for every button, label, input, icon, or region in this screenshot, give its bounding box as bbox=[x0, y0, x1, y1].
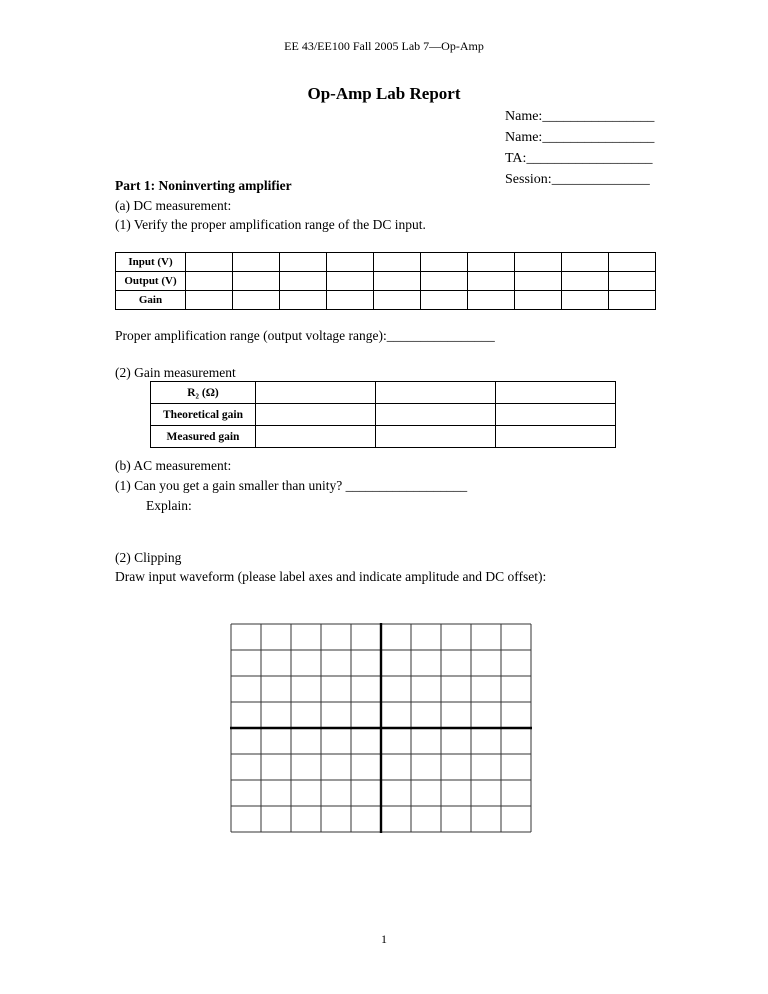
gain-measurement-table bbox=[150, 381, 616, 448]
draw-waveform-instruction: Draw input waveform (please label axes and indicate amplitude and DC offset): bbox=[115, 569, 547, 584]
table-row bbox=[116, 272, 656, 291]
item-b1-gain-unity: (1) Can you get a gain smaller than unity? __________________ bbox=[115, 478, 468, 493]
row-label-theoretical-gain: Theoretical gain bbox=[151, 404, 256, 426]
table-row bbox=[151, 404, 616, 426]
name-field-1 bbox=[505, 106, 654, 127]
item-a-dc-measurement: (a) DC measurement: bbox=[115, 198, 232, 213]
page-number: 1 bbox=[381, 932, 387, 946]
part1-heading: Part 1: Noninverting amplifier bbox=[115, 178, 292, 193]
row-label-input-v: Input (V) bbox=[116, 253, 186, 272]
running-header: EE 43/EE100 Fall 2005 Lab 7—Op-Amp bbox=[284, 39, 484, 53]
page-title: Op-Amp Lab Report bbox=[307, 84, 461, 103]
name-label: Name: bbox=[505, 109, 543, 124]
table-row bbox=[151, 426, 616, 448]
row-label-gain: Gain bbox=[116, 291, 186, 310]
table-row bbox=[116, 253, 656, 272]
name-label: Name: bbox=[505, 130, 543, 145]
item-b-ac-measurement: (b) AC measurement: bbox=[115, 458, 232, 473]
item-a2-gain-measurement: (2) Gain measurement bbox=[115, 365, 236, 380]
session-label: Session: bbox=[505, 172, 552, 187]
table-row bbox=[116, 291, 656, 310]
waveform-drawing-grid bbox=[230, 623, 532, 838]
dc-measurement-table bbox=[115, 252, 656, 310]
student-info-block bbox=[505, 106, 654, 190]
ta-blank: __________________ bbox=[526, 151, 653, 166]
row-label-r2: R₂ (Ω) bbox=[151, 382, 256, 404]
item-b2-clipping: (2) Clipping bbox=[115, 550, 182, 565]
oscilloscope-grid-icon bbox=[230, 623, 532, 833]
name-blank: ________________ bbox=[542, 109, 655, 124]
session-field bbox=[505, 169, 654, 190]
name-blank: ________________ bbox=[542, 130, 655, 145]
explain-label: Explain: bbox=[146, 498, 192, 513]
ta-label: TA: bbox=[505, 151, 527, 166]
row-label-output-v: Output (V) bbox=[116, 272, 186, 291]
session-blank: ______________ bbox=[551, 172, 650, 187]
ta-field bbox=[505, 148, 654, 169]
unity-blank: __________________ bbox=[345, 478, 468, 493]
range-blank: ________________ bbox=[386, 328, 495, 343]
table-row bbox=[151, 382, 616, 404]
row-label-measured-gain: Measured gain bbox=[151, 426, 256, 448]
name-field-2 bbox=[505, 127, 654, 148]
amplification-range-line: Proper amplification range (output voltage range):________________ bbox=[115, 328, 495, 343]
item-a1-verify-range: (1) Verify the proper amplification range of the DC input. bbox=[115, 217, 426, 232]
